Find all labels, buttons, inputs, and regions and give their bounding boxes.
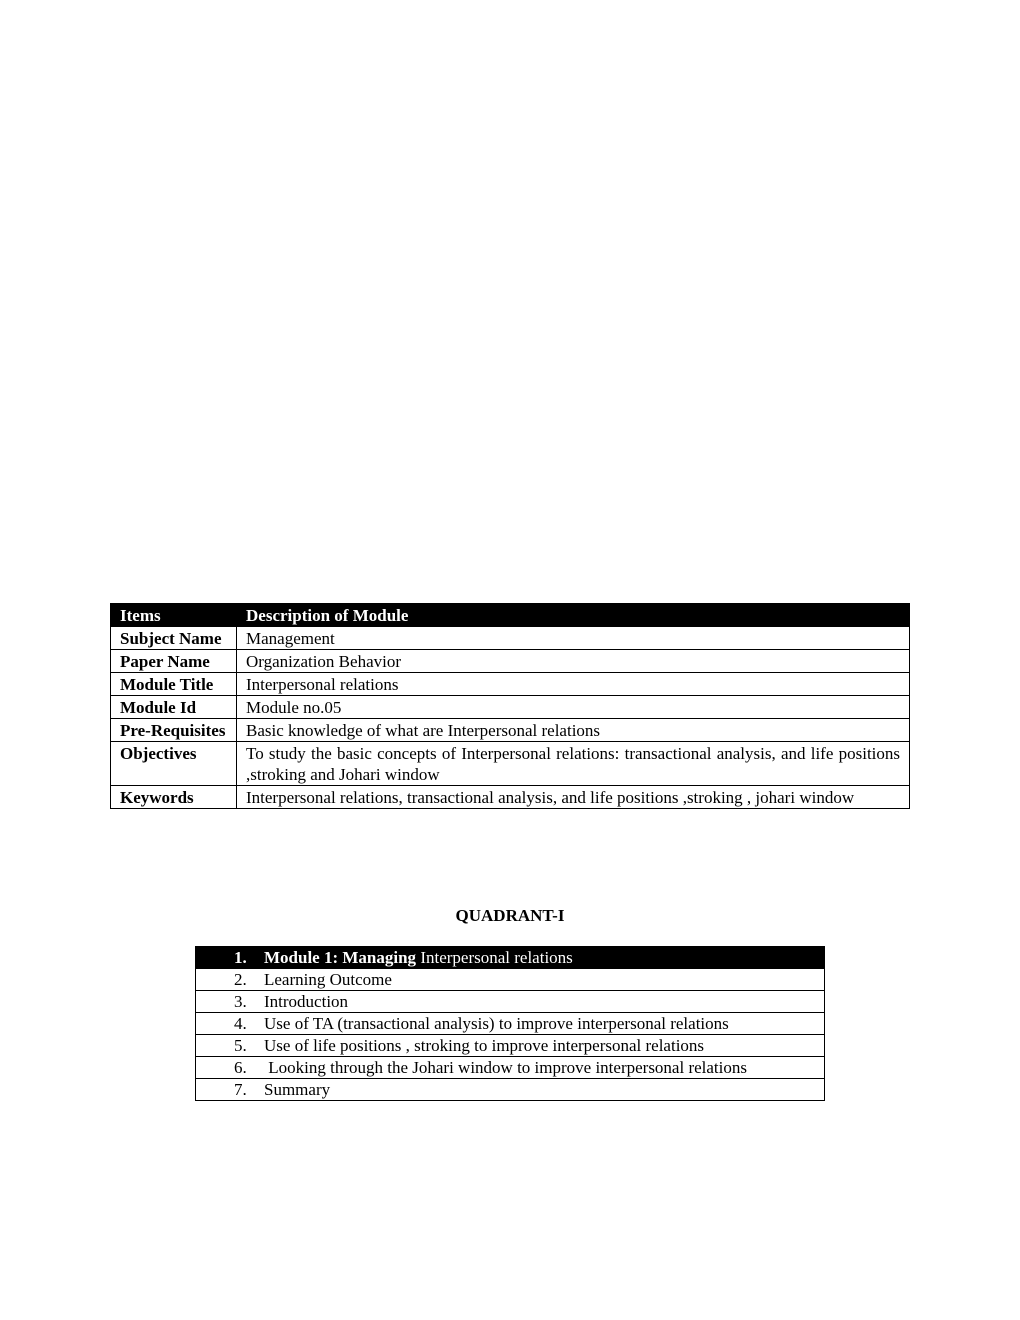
row-desc-module-title: Interpersonal relations bbox=[237, 673, 910, 696]
row-item-module-id: Module Id bbox=[111, 696, 237, 719]
toc-cell bbox=[196, 947, 825, 969]
toc-row bbox=[196, 947, 825, 969]
toc-cell bbox=[196, 991, 825, 1013]
toc-text: Use of TA (transactional analysis) to improve interpersonal relations bbox=[264, 1014, 729, 1033]
row-desc-keywords: Interpersonal relations, transactional analysis, and life positions ,stroking , johari window bbox=[237, 786, 910, 809]
module-description-table bbox=[110, 603, 910, 809]
table-row bbox=[111, 650, 910, 673]
toc-text: Learning Outcome bbox=[264, 970, 392, 989]
toc-cell bbox=[196, 1035, 825, 1057]
toc-bold-text: Module 1: Managing bbox=[264, 948, 417, 967]
row-desc-objectives: To study the basic concepts of Interpersonal relations: transactional analysis, and life positions ,stroking and Johari window bbox=[237, 742, 910, 786]
toc-row bbox=[196, 1013, 825, 1035]
toc-cell bbox=[196, 1057, 825, 1079]
toc-row bbox=[196, 1035, 825, 1057]
toc-cell bbox=[196, 1013, 825, 1035]
contents-table bbox=[195, 946, 825, 1101]
table-row bbox=[111, 742, 910, 786]
row-desc-prerequisites: Basic knowledge of what are Interpersonal relations bbox=[237, 719, 910, 742]
toc-cell bbox=[196, 969, 825, 991]
row-item-keywords: Keywords bbox=[111, 786, 237, 809]
row-item-paper-name: Paper Name bbox=[111, 650, 237, 673]
row-item-module-title: Module Title bbox=[111, 673, 237, 696]
toc-number: 4. bbox=[234, 1014, 247, 1033]
toc-row bbox=[196, 1057, 825, 1079]
header-description: Description of Module bbox=[237, 604, 910, 627]
row-item-prerequisites: Pre-Requisites bbox=[111, 719, 237, 742]
row-item-subject-name: Subject Name bbox=[111, 627, 237, 650]
row-item-objectives: Objectives bbox=[111, 742, 237, 786]
toc-text: Summary bbox=[264, 1080, 331, 1099]
toc-text: Looking through the Johari window to improve interpersonal relations bbox=[264, 1058, 747, 1077]
toc-number: 7. bbox=[234, 1080, 247, 1099]
toc-row bbox=[196, 1079, 825, 1101]
table-row bbox=[111, 696, 910, 719]
header-items: Items bbox=[111, 604, 237, 627]
toc-text: Interpersonal relations bbox=[416, 948, 573, 967]
row-desc-subject-name: Management bbox=[237, 627, 910, 650]
table-row bbox=[111, 719, 910, 742]
toc-text: Use of life positions , stroking to improve interpersonal relations bbox=[264, 1036, 705, 1055]
toc-number: 1. bbox=[234, 948, 247, 967]
row-desc-paper-name: Organization Behavior bbox=[237, 650, 910, 673]
toc-number: 5. bbox=[234, 1036, 247, 1055]
toc-cell bbox=[196, 1079, 825, 1101]
toc-number: 3. bbox=[234, 992, 247, 1011]
toc-text: Introduction bbox=[264, 992, 349, 1011]
table-row bbox=[111, 627, 910, 650]
toc-number: 6. bbox=[234, 1058, 247, 1077]
quadrant-title: QUADRANT-I bbox=[455, 906, 565, 925]
row-desc-module-id: Module no.05 bbox=[237, 696, 910, 719]
table-header-row bbox=[111, 604, 910, 627]
table-row bbox=[111, 786, 910, 809]
toc-number: 2. bbox=[234, 970, 247, 989]
toc-row bbox=[196, 991, 825, 1013]
table-row bbox=[111, 673, 910, 696]
toc-row bbox=[196, 969, 825, 991]
